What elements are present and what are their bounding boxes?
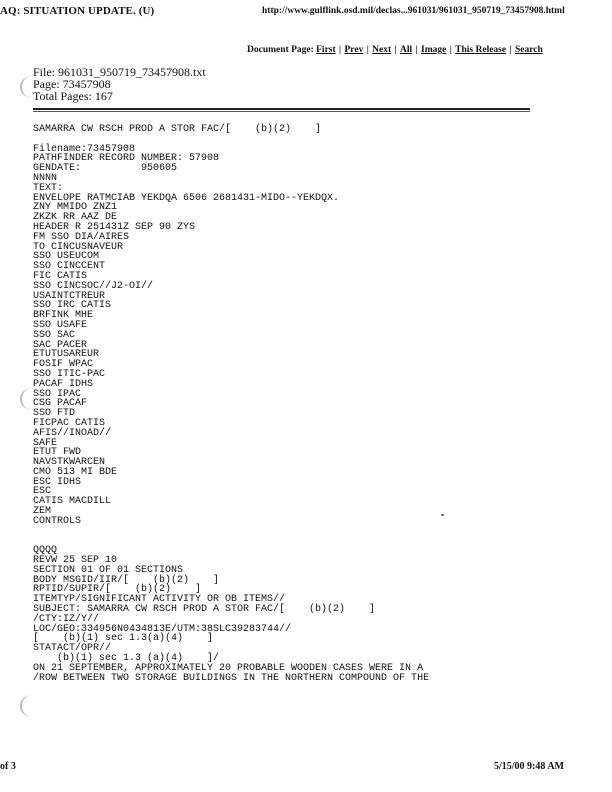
body-line: FIC CATIS	[33, 270, 88, 282]
message-body	[33, 125, 429, 683]
body-line: BRFINK MHE	[33, 310, 94, 322]
body-line: STATACT/OPR//	[33, 643, 112, 655]
body-line: FOSIF WPAC	[33, 359, 94, 371]
file-name: File: 961031_950719_73457908.txt	[33, 65, 206, 79]
body-line: SSO IRC CATIS	[33, 300, 112, 312]
body-line: /CTY:IZ/Y//	[33, 613, 100, 625]
scan-speck	[441, 514, 444, 516]
body-line: SSO CINCSOC//J2-OI//	[33, 280, 154, 292]
body-line: FICPAC CATIS	[33, 417, 106, 429]
body-line: SAFE	[33, 437, 58, 449]
body-line: CMO 513 MI BDE	[33, 466, 118, 478]
body-line: SAC PACER	[33, 339, 88, 351]
footer-page-of: of 3	[0, 761, 16, 772]
body-line: CONTROLS	[33, 515, 82, 527]
body-line: HEADER R 251431Z SEP 90 ZYS	[33, 221, 196, 233]
body-line: GENDATE: 950605	[33, 163, 178, 175]
body-line	[33, 536, 429, 546]
body-line: TO CINCUSNAVEUR	[33, 241, 124, 253]
total-pages: Total Pages: 167	[33, 89, 113, 103]
punch-hole-mark	[20, 388, 44, 410]
body-line: ENVELOPE RATMCIAB YEKDQA 6506 2681431-MIDO--YEKDQX.	[33, 192, 340, 204]
page-number: Page: 73457908	[33, 77, 111, 91]
nav-link-first[interactable]: First	[316, 45, 336, 55]
body-line: QQQQ	[33, 545, 58, 557]
body-line: CSG PACAF	[33, 398, 88, 410]
footer-timestamp: 5/15/00 9:48 AM	[494, 761, 564, 772]
body-line: BODY MSGID/IIR/[ (b)(2) ]	[33, 574, 220, 586]
body-line: SSO USAFE	[33, 319, 88, 331]
body-line: FM SSO DIA/AIRES	[33, 231, 130, 243]
nav-link-next[interactable]: Next	[372, 45, 392, 55]
body-line: AFIS//INOAD//	[33, 427, 112, 439]
nav-link-prev[interactable]: Prev	[344, 45, 364, 55]
body-line: ZKZK RR AAZ DE	[33, 212, 118, 224]
header-rule-thin	[33, 111, 530, 112]
body-line: ZNY MMIDO ZNZ1	[33, 202, 118, 214]
body-line: CATIS MACDILL	[33, 496, 112, 508]
body-line: USAINTCTREUR	[33, 290, 106, 302]
body-line: Filename:73457908	[33, 143, 136, 155]
document-page-label: Document Page:	[247, 45, 314, 55]
nav-link-this-release[interactable]: This Release	[455, 45, 507, 55]
body-line: SAMARRA CW RSCH PROD A STOR FAC/[ (b)(2) ]	[33, 124, 322, 135]
print-header-title: AQ: SITUATION UPDATE. (U)	[0, 5, 155, 17]
punch-hole-mark	[20, 76, 44, 98]
body-line: /ROW BETWEEN TWO STORAGE BUILDINGS IN THE NORTHERN COMPOUND OF THE	[33, 672, 430, 684]
body-line: ETUT FWD	[33, 447, 82, 459]
body-line: SSO USEUCOM	[33, 251, 100, 263]
body-line	[33, 527, 429, 537]
body-line: ITEMTYP/SIGNIFICANT ACTIVITY OR OB ITEMS//	[33, 594, 286, 606]
body-line: LOC/GEO:334956N0434813E/UTM:38SLC39283744//	[33, 623, 292, 635]
body-line: (b)(1) sec 1.3 (a)(4) ]/	[33, 653, 220, 665]
print-header-url: http://www.gulflink.osd.mil/declas...961031/961031_950719_73457908.html	[262, 6, 565, 16]
body-line: PATHFINDER RECORD NUMBER: 57908	[33, 153, 220, 165]
body-line: [ (b)(1) sec 1.3(a)(4) ]	[33, 633, 214, 645]
header-rule	[33, 108, 530, 110]
body-line: SSO FTD	[33, 408, 76, 420]
nav-link-search[interactable]: Search	[514, 45, 543, 55]
body-line: ON 21 SEPTEMBER, APPROXIMATELY 20 PROBABLE WOODEN CASES WERE IN A	[33, 662, 424, 674]
document-page-nav: Document Page: First | Prev | Next | All | Image | This Release | Search	[247, 45, 543, 55]
body-line: REVW 25 SEP 10	[33, 555, 118, 567]
body-line: NNNN	[33, 172, 58, 184]
file-info	[33, 66, 206, 102]
body-line: ESC	[33, 486, 52, 498]
body-line: ETUTUSAREUR	[33, 349, 100, 361]
body-line: RPTID/SUPIR/[ (b)(2) ]	[33, 584, 202, 596]
body-line: SUBJECT: SAMARRA CW RSCH PROD A STOR FAC/[ (b)(2) ]	[33, 604, 376, 616]
body-line: NAVSTKWARCEN	[33, 457, 106, 469]
body-line: SSO ITIC-PAC	[33, 368, 106, 380]
body-line: ESC IDHS	[33, 476, 82, 488]
body-line: SECTION 01 OF 01 SECTIONS	[33, 564, 184, 576]
nav-link-image[interactable]: Image	[421, 45, 447, 55]
punch-hole-mark	[20, 695, 44, 717]
body-line: PACAF IDHS	[33, 378, 94, 390]
body-line: SSO IPAC	[33, 388, 82, 400]
body-line: TEXT:	[33, 182, 64, 194]
body-line: SSO SAC	[33, 329, 76, 341]
nav-link-all[interactable]: All	[400, 45, 413, 55]
body-line: ZEM	[33, 506, 52, 518]
body-line: SSO CINCCENT	[33, 261, 106, 273]
